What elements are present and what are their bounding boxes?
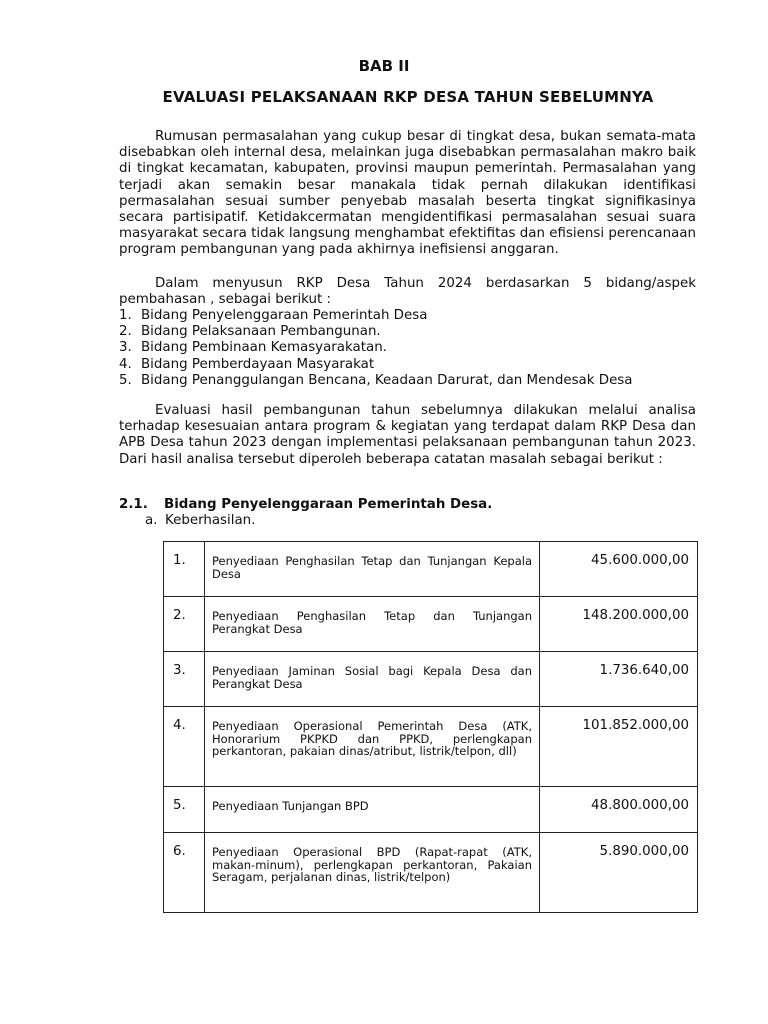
- subsection-letter: a.: [145, 513, 158, 528]
- subsection-heading: [145, 513, 255, 528]
- row-number: 5.: [164, 787, 205, 833]
- row-amount: 101.852.000,00: [540, 707, 698, 787]
- bidang-list: [119, 308, 719, 389]
- row-description: Penyediaan Operasional Pemerintah Desa (ATK, Honorarium PKPKD dan PPKD, perlengkapan perkantoran, pakaian dinas/atribut, listrik/telpon, dll): [205, 707, 540, 787]
- row-number: 4.: [164, 707, 205, 787]
- list-item: [119, 373, 719, 389]
- list-item: [119, 340, 719, 356]
- row-amount: 5.890.000,00: [540, 833, 698, 913]
- intro-paragraph: Rumusan permasalahan yang cukup besar di tingkat desa, bukan semata-mata disebabkan oleh internal desa, melainkan juga disebabkan permasalahan makro baik di tingkat kecamatan, kabupaten, provinsi maupun pemerintah. Permasalahan yang terjadi akan semakin besar manakala tidak pernah dilakukan identifikasi permasalahan sesuai sumber penyebab masalah beserta tingkat signifikasinya secara partisipatif. Ketidakcermatan mengidentifikasi permasalahan sesuai suara masyarakat secara tidak langsung menghambat efektifitas dan efisiensi perencanaan program pembangunan yang pada akhirnya inefisiensi anggaran.: [119, 129, 696, 258]
- list-item-text: Bidang Pelaksanaan Pembangunan.: [141, 324, 381, 340]
- row-amount: 1.736.640,00: [540, 652, 698, 707]
- section-title: Bidang Penyelenggaraan Pemerintah Desa.: [164, 497, 493, 512]
- subsection-title: Keberhasilan.: [165, 513, 256, 528]
- table-row: [164, 597, 698, 652]
- table-row: [164, 707, 698, 787]
- list-item-number: 2.: [119, 324, 132, 340]
- list-item-number: 4.: [119, 356, 132, 372]
- row-description: Penyediaan Operasional BPD (Rapat-rapat (ATK, makan-minum), perlengkapan perkantoran, Pakaian Seragam, perjalanan dinas, listrik/telpon): [205, 833, 540, 913]
- row-number: 1.: [164, 542, 205, 597]
- list-item-text: Bidang Penanggulangan Bencana, Keadaan Darurat, dan Mendesak Desa: [141, 372, 633, 388]
- row-number: 2.: [164, 597, 205, 652]
- list-item-text: Bidang Pembinaan Kemasyarakatan.: [141, 340, 387, 356]
- list-item-number: 5.: [119, 372, 132, 388]
- bidang-intro-paragraph: Dalam menyusun RKP Desa Tahun 2024 berdasarkan 5 bidang/aspek pembahasan , sebagai berikut :: [119, 276, 696, 308]
- list-item: [119, 324, 719, 340]
- table-row: [164, 787, 698, 833]
- chapter-title: EVALUASI PELAKSANAAN RKP DESA TAHUN SEBELUMNYA: [162, 88, 654, 106]
- row-description: Penyediaan Jaminan Sosial bagi Kepala Desa dan Perangkat Desa: [205, 652, 540, 707]
- evaluation-paragraph: Evaluasi hasil pembangunan tahun sebelumnya dilakukan melalui analisa terhadap kesesuaian antara program & kegiatan yang terdapat dalam RKP Desa dan APB Desa tahun 2023 dengan implementasi pelaksanaan pembangunan tahun 2023. Dari hasil analisa tersebut diperoleh beberapa catatan masalah sebagai berikut :: [119, 403, 696, 467]
- row-amount: 148.200.000,00: [540, 597, 698, 652]
- row-amount: 45.600.000,00: [540, 542, 698, 597]
- list-item-number: 1.: [119, 308, 132, 323]
- list-item: [119, 308, 719, 324]
- keberhasilan-table: [163, 541, 698, 913]
- table-row: [164, 833, 698, 913]
- chapter-heading: BAB II: [358, 57, 410, 75]
- row-description: Penyediaan Penghasilan Tetap dan Tunjangan Kepala Desa: [205, 542, 540, 597]
- row-number: 3.: [164, 652, 205, 707]
- row-amount: 48.800.000,00: [540, 787, 698, 833]
- table-row: [164, 652, 698, 707]
- row-description: Penyediaan Tunjangan BPD: [205, 787, 540, 833]
- list-item: [119, 357, 719, 373]
- row-description: Penyediaan Penghasilan Tetap dan Tunjangan Perangkat Desa: [205, 597, 540, 652]
- list-item-number: 3.: [119, 340, 132, 356]
- list-item-text: Bidang Penyelenggaraan Pemerintah Desa: [141, 308, 428, 323]
- section-number: 2.1.: [119, 497, 148, 512]
- table-row: [164, 542, 698, 597]
- list-item-text: Bidang Pemberdayaan Masyarakat: [141, 356, 375, 372]
- section-heading: [119, 497, 492, 512]
- row-number: 6.: [164, 833, 205, 913]
